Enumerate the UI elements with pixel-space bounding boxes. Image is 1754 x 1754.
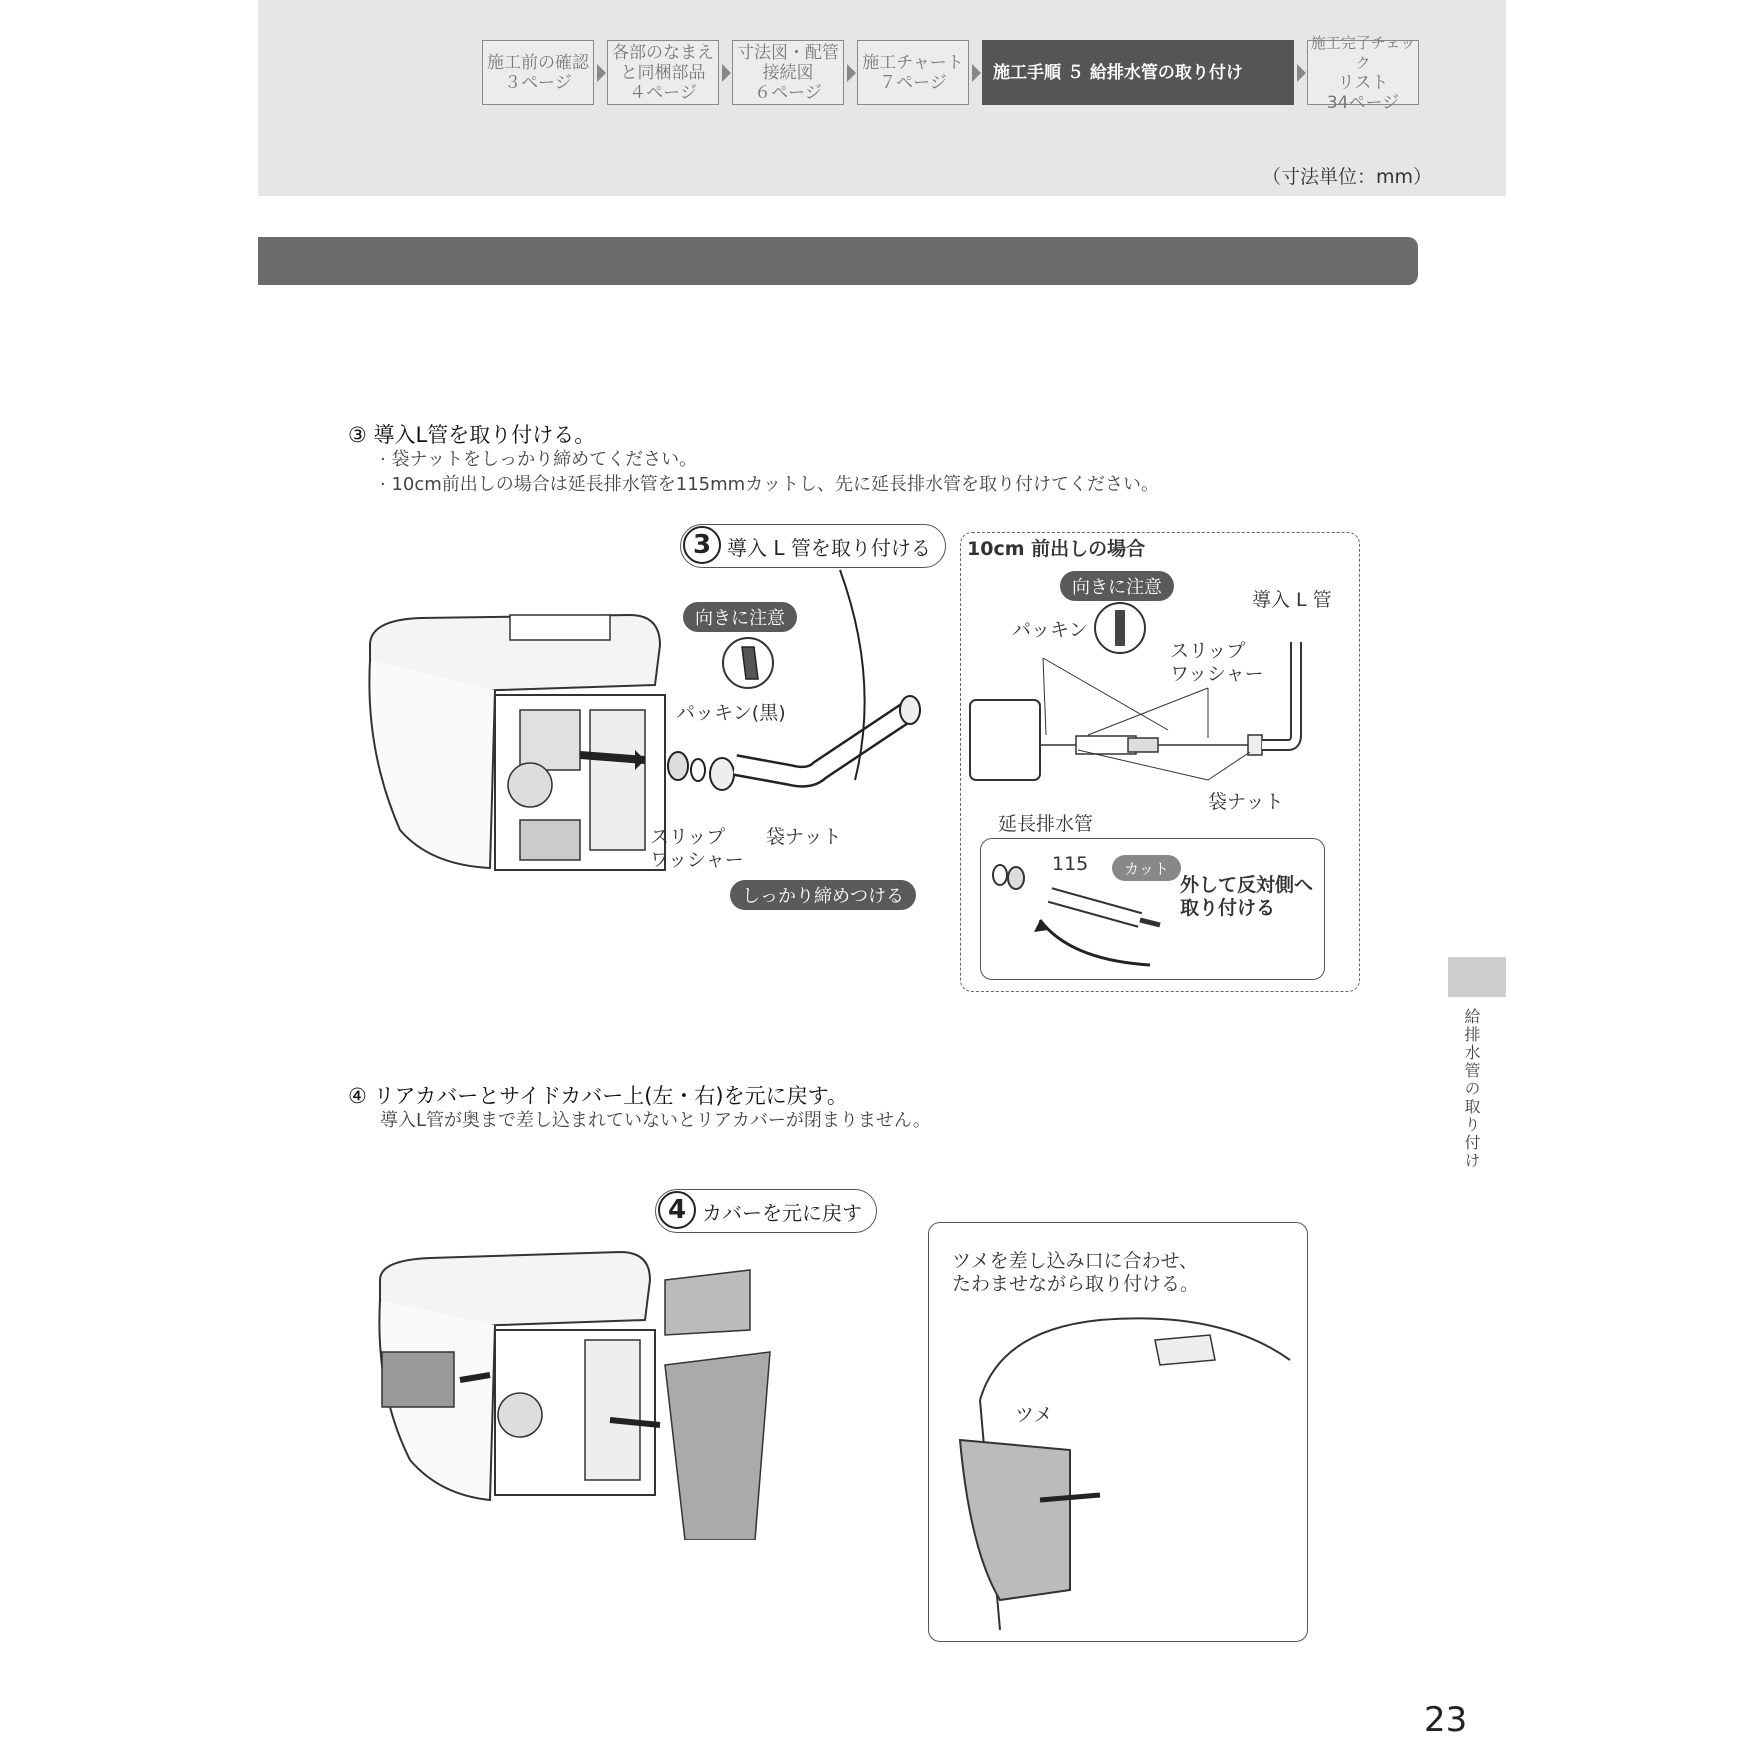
step3-callout: 3 導入 L 管を取り付ける — [680, 524, 946, 568]
nav-step-current[interactable]: 施工手順 ５ 給排水管の取り付け — [982, 40, 1294, 105]
dim-115: 115 — [1052, 853, 1089, 875]
nav-arrow-icon — [847, 64, 856, 82]
nav-arrow-icon — [1297, 64, 1306, 82]
step4-note: 導入L管が奥まで差し込まれていないとリアカバーが閉まりません。 — [380, 1110, 931, 1131]
tighten-firmly-pill: しっかり締めつける — [730, 880, 916, 910]
page-number: 23 — [1424, 1700, 1468, 1740]
nav-arrow-icon — [972, 64, 981, 82]
nav-arrow-icon — [597, 64, 606, 82]
inset-label-ext-pipe: 延長排水管 — [998, 813, 1094, 835]
nav-arrow-icon — [722, 64, 731, 82]
cut-detail-illustration — [990, 860, 1190, 970]
step-number-3: 3 — [683, 526, 721, 564]
unit-note: （寸法単位：mm） — [1262, 166, 1433, 188]
step3-heading: ③ 導入L管を取り付ける。 — [348, 423, 596, 447]
detail-line-2: たわませながら取り付ける。 — [952, 1273, 1200, 1295]
inset-label-packing: パッキン — [1012, 619, 1088, 641]
side-tab-text: 給排水管の取り付け — [1462, 1008, 1481, 1170]
label-slip: スリップ — [650, 826, 726, 848]
inset-title: 10cm 前出しの場合 — [967, 538, 1146, 560]
step-number-4: 4 — [658, 1191, 696, 1229]
inset-label-lpipe: 導入 L 管 — [1252, 589, 1332, 611]
step3-note-1: · 袋ナットをしっかり締めてください。 — [380, 449, 698, 470]
inset-label-slip: スリップ — [1170, 640, 1246, 662]
reattach-line-1: 外して反対側へ — [1180, 874, 1314, 896]
label-packing-black: パッキン(黒) — [676, 702, 786, 724]
inset-label-washer: ワッシャー — [1170, 663, 1264, 685]
section-title-bar — [258, 237, 1418, 285]
nav-step-parts[interactable]: 各部のなまえ と同梱部品 ４ページ — [607, 40, 719, 105]
side-tab — [1448, 957, 1506, 997]
inset-pipe-illustration — [968, 630, 1358, 800]
inset-label-nut: 袋ナット — [1208, 791, 1284, 813]
packing-direction-icon — [720, 635, 776, 691]
direction-caution-pill: 向きに注意 — [683, 602, 797, 632]
step4-toilet-illustration — [360, 1240, 880, 1540]
detail-line-1: ツメを差し込み口に合わせ、 — [952, 1250, 1199, 1272]
nav-step-chart[interactable]: 施工チャート ７ページ — [857, 40, 969, 105]
label-washer: ワッシャー — [650, 849, 744, 871]
step4-callout: 4 カバーを元に戻す — [655, 1189, 877, 1233]
reattach-line-2: 取り付ける — [1180, 897, 1276, 919]
cover-detail-illustration — [940, 1300, 1300, 1630]
step3-note-2: · 10cm前出しの場合は延長排水管を115mmカットし、先に延長排水管を取り付けてください。 — [380, 474, 1160, 495]
nav-step-dimensions[interactable]: 寸法図・配管 接続図 ６ページ — [732, 40, 844, 105]
label-tsume: ツメ — [1015, 1404, 1053, 1426]
inset-direction-pill: 向きに注意 — [1060, 571, 1174, 601]
cut-badge: カット — [1112, 855, 1181, 881]
nav-step-checklist[interactable]: 施工完了チェック リスト 34ページ — [1307, 40, 1419, 105]
label-nut: 袋ナット — [766, 826, 842, 848]
step4-heading: ④ リアカバーとサイドカバー上(左・右)を元に戻す。 — [348, 1084, 848, 1108]
nav-step-check[interactable]: 施工前の確認 ３ページ — [482, 40, 594, 105]
